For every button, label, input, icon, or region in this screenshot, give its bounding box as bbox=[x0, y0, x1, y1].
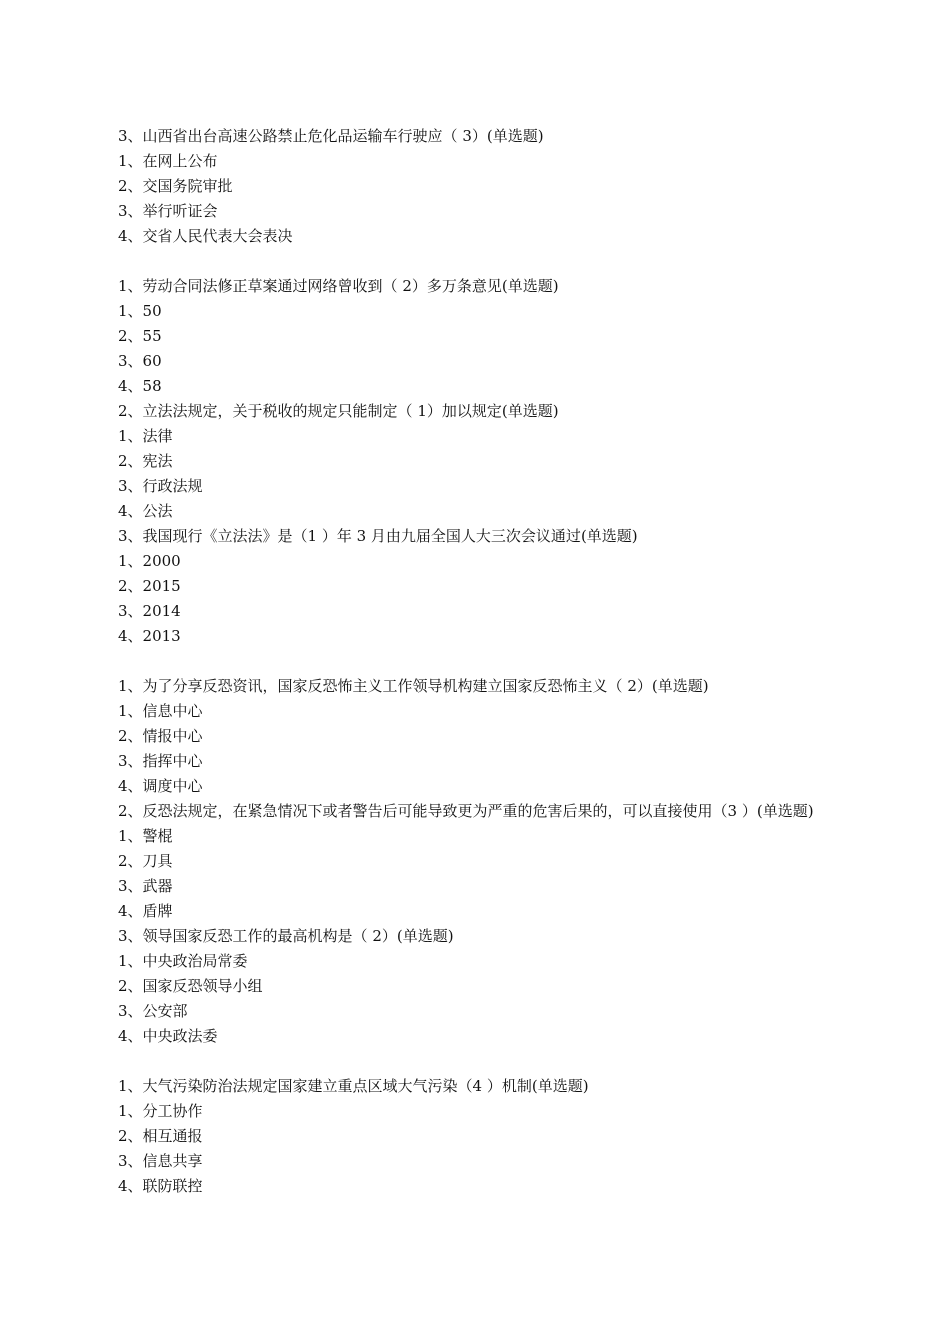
answer-option: 2、宪法 bbox=[118, 452, 173, 470]
question-stem: 2、立法法规定，关于税收的规定只能制定（ 1）加以规定(单选题) bbox=[118, 402, 559, 420]
answer-option: 3、信息共享 bbox=[118, 1152, 203, 1170]
question bbox=[118, 1074, 838, 1199]
question bbox=[118, 799, 838, 924]
answer-option: 1、警棍 bbox=[118, 827, 173, 845]
answer-option: 4、公法 bbox=[118, 502, 173, 520]
question-stem: 1、大气污染防治法规定国家建立重点区域大气污染（4 ）机制(单选题) bbox=[118, 1077, 589, 1095]
question bbox=[118, 674, 838, 799]
answer-option: 2、相互通报 bbox=[118, 1127, 203, 1145]
question bbox=[118, 524, 838, 649]
answer-option: 2、情报中心 bbox=[118, 727, 203, 745]
group-spacer bbox=[118, 649, 838, 674]
answer-option: 3、公安部 bbox=[118, 1002, 188, 1020]
answer-option: 4、联防联控 bbox=[118, 1177, 203, 1195]
answer-option: 1、在网上公布 bbox=[118, 152, 218, 170]
question bbox=[118, 274, 838, 399]
answer-option: 4、58 bbox=[118, 377, 162, 395]
answer-option: 4、调度中心 bbox=[118, 777, 203, 795]
question bbox=[118, 399, 838, 524]
answer-option: 4、中央政法委 bbox=[118, 1027, 218, 1045]
answer-option: 3、2014 bbox=[118, 602, 181, 620]
question-group bbox=[118, 124, 838, 249]
answer-option: 4、盾牌 bbox=[118, 902, 173, 920]
question-stem: 3、山西省出台高速公路禁止危化品运输车行驶应（ 3）(单选题) bbox=[118, 127, 544, 145]
question-stem: 3、领导国家反恐工作的最高机构是（ 2）(单选题) bbox=[118, 927, 454, 945]
answer-option: 3、指挥中心 bbox=[118, 752, 203, 770]
answer-option: 3、武器 bbox=[118, 877, 173, 895]
answer-option: 4、交省人民代表大会表决 bbox=[118, 227, 293, 245]
answer-option: 1、信息中心 bbox=[118, 702, 203, 720]
question-stem: 1、劳动合同法修正草案通过网络曾收到（ 2）多万条意见(单选题) bbox=[118, 277, 559, 295]
question-stem: 1、为了分享反恐资讯，国家反恐怖主义工作领导机构建立国家反恐怖主义（ 2）(单选题) bbox=[118, 677, 709, 695]
question-stem: 2、反恐法规定，在紧急情况下或者警告后可能导致更为严重的危害后果的，可以直接使用（3 ）(单选题) bbox=[118, 802, 814, 820]
answer-option: 1、50 bbox=[118, 302, 162, 320]
answer-option: 3、60 bbox=[118, 352, 162, 370]
question-group bbox=[118, 674, 838, 1049]
answer-option: 1、2000 bbox=[118, 552, 181, 570]
group-spacer bbox=[118, 1049, 838, 1074]
answer-option: 1、法律 bbox=[118, 427, 173, 445]
question-stem: 3、我国现行《立法法》是（1 ）年 3 月由九届全国人大三次会议通过(单选题) bbox=[118, 527, 638, 545]
answer-option: 3、举行听证会 bbox=[118, 202, 218, 220]
question bbox=[118, 924, 838, 1049]
group-spacer bbox=[118, 249, 838, 274]
answer-option: 2、国家反恐领导小组 bbox=[118, 977, 263, 995]
answer-option: 2、刀具 bbox=[118, 852, 173, 870]
answer-option: 1、分工协作 bbox=[118, 1102, 203, 1120]
answer-option: 2、55 bbox=[118, 327, 162, 345]
answer-option: 2、2015 bbox=[118, 577, 181, 595]
question bbox=[118, 124, 838, 249]
answer-option: 1、中央政治局常委 bbox=[118, 952, 248, 970]
answer-option: 2、交国务院审批 bbox=[118, 177, 233, 195]
document-page bbox=[118, 124, 838, 1199]
question-group bbox=[118, 274, 838, 649]
answer-option: 3、行政法规 bbox=[118, 477, 203, 495]
answer-option: 4、2013 bbox=[118, 627, 181, 645]
question-group bbox=[118, 1074, 838, 1199]
